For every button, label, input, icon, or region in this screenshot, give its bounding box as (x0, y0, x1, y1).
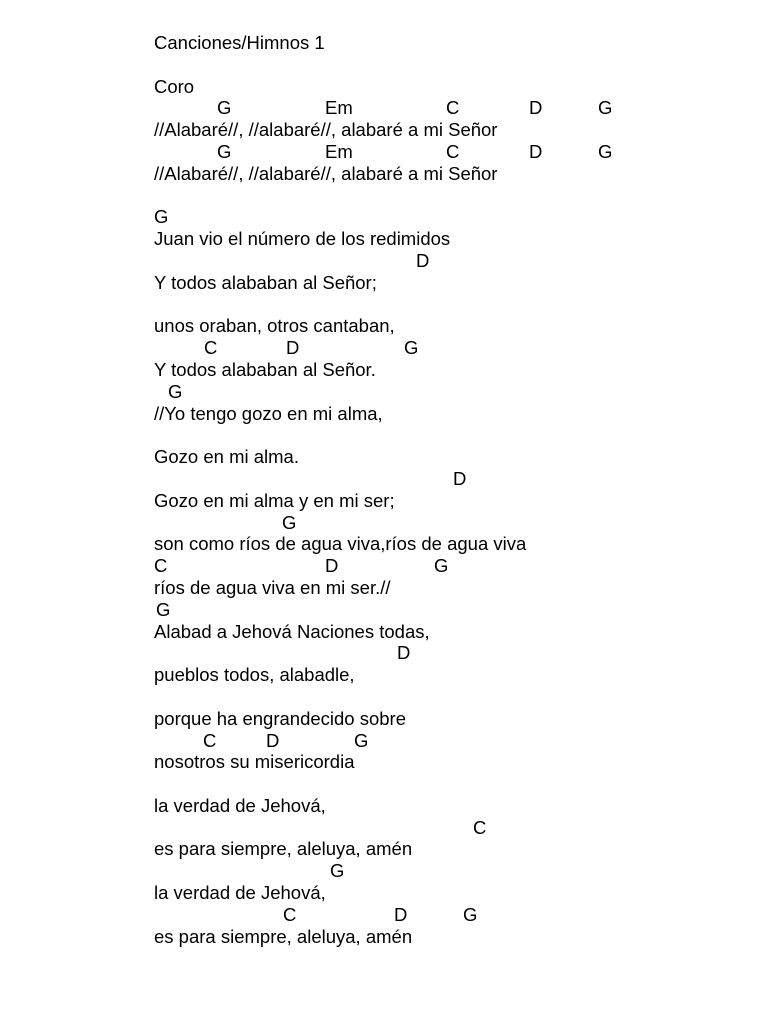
chord-line (154, 97, 754, 119)
chord: G (330, 860, 345, 882)
chord: G (463, 903, 478, 925)
chord: G (217, 140, 232, 162)
chord-line (154, 512, 754, 534)
chord: C (473, 816, 487, 838)
song-sheet (154, 32, 754, 947)
lyric-line: Y todos alababan al Señor; (154, 271, 377, 293)
lyric-line: Juan vio el número de los redimidos (154, 228, 451, 250)
lyric-line: Y todos alababan al Señor. (154, 358, 376, 380)
chord: G (598, 140, 613, 162)
chord-line (154, 642, 754, 664)
chord: G (168, 380, 183, 402)
chord-line (154, 468, 754, 490)
chord: C (446, 140, 460, 162)
chord: D (394, 903, 408, 925)
blank-line (154, 686, 754, 708)
lyric-line: pueblos todos, alabadle, (154, 664, 355, 686)
chord: Em (325, 140, 353, 162)
lyric-line: Gozo en mi alma. (154, 446, 299, 468)
chord-line (154, 817, 754, 839)
lyric-line: //Alabaré//, //alabaré//, alabaré a mi Señor (154, 162, 498, 184)
blank-line (154, 424, 754, 446)
chord-line (154, 337, 754, 359)
chord: G (156, 598, 171, 620)
chord: D (416, 249, 430, 271)
chord-line (154, 381, 754, 403)
chord-line (154, 206, 754, 228)
chord: C (154, 555, 168, 577)
blank-line (154, 54, 754, 76)
chord: D (266, 729, 280, 751)
lyric-line: //Yo tengo gozo en mi alma, (154, 402, 383, 424)
chord: D (453, 467, 467, 489)
blank-line (154, 185, 754, 207)
lyric-line: la verdad de Jehová, (154, 882, 326, 904)
chord: G (434, 555, 449, 577)
lyric-line: porque ha engrandecido sobre (154, 707, 406, 729)
chord: G (282, 511, 297, 533)
blank-line (154, 294, 754, 316)
chord: Em (325, 97, 353, 119)
lyric-line: es para siempre, aleluya, amén (154, 838, 413, 860)
chord: C (446, 97, 460, 119)
chord: G (354, 729, 369, 751)
lyric-line: ríos de agua viva en mi ser.// (154, 576, 391, 598)
lyric-line: nosotros su misericordia (154, 751, 355, 773)
chorus-label: Coro (154, 75, 195, 97)
lyric-line: son como ríos de agua viva,ríos de agua viva (154, 533, 527, 555)
chord: D (325, 555, 339, 577)
blank-line (154, 773, 754, 795)
chord: G (154, 206, 169, 228)
chord: D (286, 337, 300, 359)
lyric-line: Alabad a Jehová Naciones todas, (154, 620, 430, 642)
chord: G (404, 337, 419, 359)
chord-line (154, 141, 754, 163)
chord: G (598, 97, 613, 119)
lyric-line: Gozo en mi alma y en mi ser; (154, 489, 395, 511)
lyric-line: es para siempre, aleluya, amén (154, 925, 413, 947)
lyric-line: la verdad de Jehová, (154, 794, 326, 816)
lyric-line: //Alabaré//, //alabaré//, alabaré a mi Señor (154, 119, 498, 141)
chord: D (529, 97, 543, 119)
chord: C (203, 729, 217, 751)
chord-line (154, 599, 754, 621)
lyric-line: unos oraban, otros cantaban, (154, 315, 395, 337)
chord: G (217, 97, 232, 119)
chord: C (283, 903, 297, 925)
chord: D (529, 140, 543, 162)
chord-line (154, 860, 754, 882)
chord-line (154, 555, 754, 577)
chord: C (204, 337, 218, 359)
chord-line (154, 904, 754, 926)
chord-line (154, 730, 754, 752)
chord: D (397, 642, 411, 664)
song-title: Canciones/Himnos 1 (154, 32, 325, 53)
chord-line (154, 250, 754, 272)
